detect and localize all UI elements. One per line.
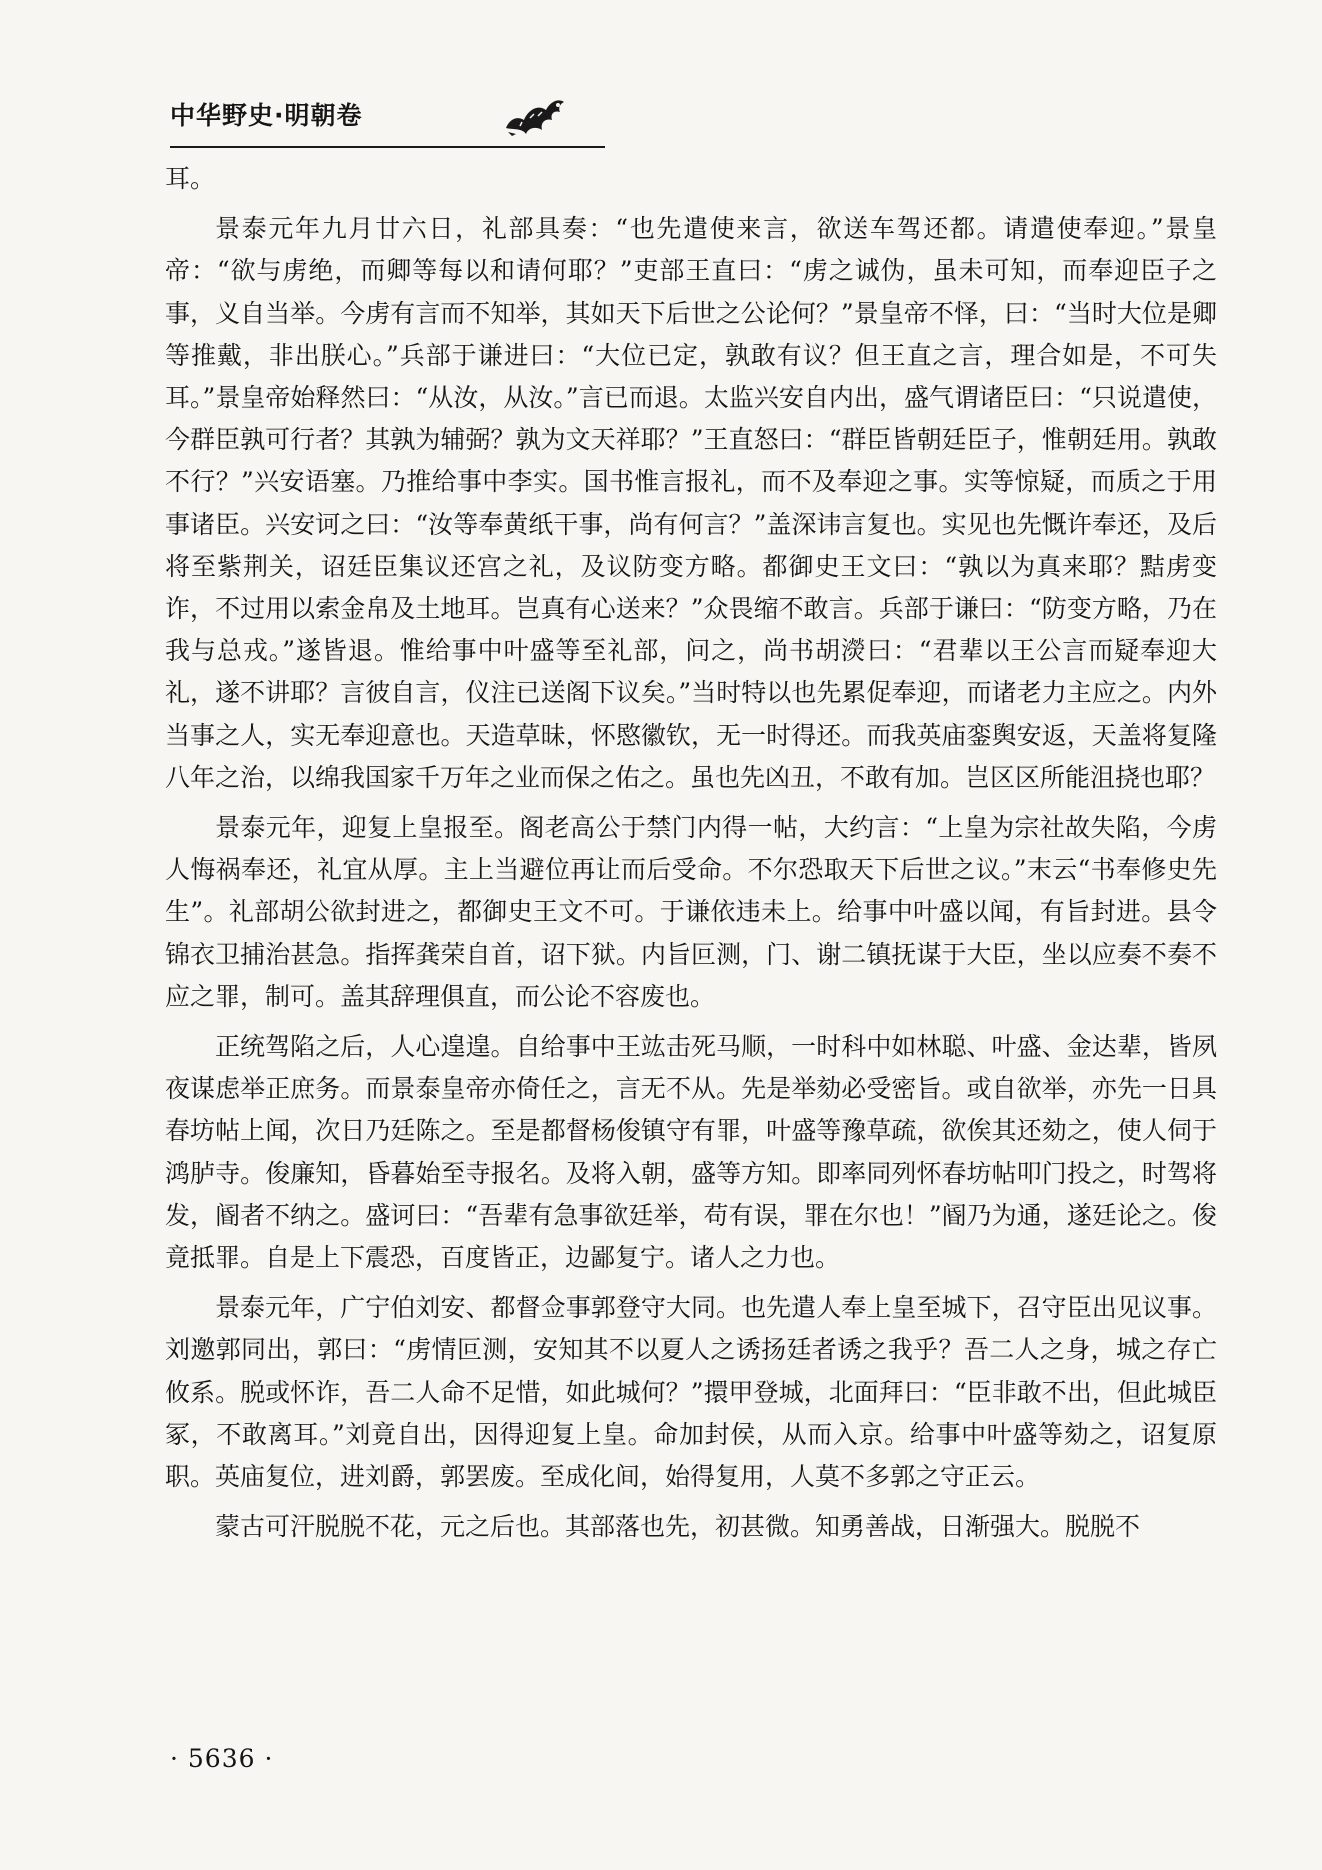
- paragraph: 正统驾陷之后，人心遑遑。自给事中王竑击死马顺，一时科中如林聪、叶盛、金达辈，皆夙夜谋虑举正庶务。而景泰皇帝亦倚任之，言无不从。先是举劾必受密旨。或自欲举，亦先一日具春坊帖上闻，次日乃廷陈之。至是都督杨俊镇守有罪，叶盛等豫草疏，欲俟其还劾之，使人伺于鸿胪寺。俊廉知，昏暮始至寺报名。及将入朝，盛等方知。即率同列怀春坊帖叩门投之，时驾将发，阍者不纳之。盛诃曰：“吾辈有急事欲廷举，苟有误，罪在尔也！”阍乃为通，遂廷论之。俊竟抵罪。自是上下震恐，百度皆正，边鄙复宁。诸人之力也。: [165, 1032, 1217, 1273]
- book-title: 中华野史·明朝卷: [170, 101, 363, 130]
- paragraph: 景泰元年九月廿六日，礼部具奏：“也先遣使来言，欲送车驾还都。请遣使奉迎。”景皇帝：“欲与虏绝，而卿等每以和请何耶？”吏部王直曰：“虏之诚伪，虽未可知，而奉迎臣子之事，义自当举。今虏有言而不知举，其如天下后世之公论何？”景皇帝不怿，曰：“当时大位是卿等推戴，非出朕心。”兵部于谦进曰：“大位已定，孰敢有议？但王直之言，理合如是，不可失耳。”景皇帝始释然曰：“从汝，从汝。”言已而退。太监兴安自内出，盛气谓诸臣曰：“只说遣使，今群臣孰可行者？其孰为辅弼？孰为文天祥耶？”王直怒曰：“群臣皆朝廷臣子，惟朝廷用。孰敢不行？”兴安语塞。乃推给事中李实。国书惟言报礼，而不及奉迎之事。实等惊疑，而质之于用事诸臣。兴安诃之曰：“汝等奉黄纸干事，尚有何言？”盖深讳言复也。实见也先慨许奉还，及后将至紫荆关，诏廷臣集议还宫之礼，及议防变方略。都御史王文曰：“孰以为真来耶？黠虏变诈，不过用以索金帛及土地耳。岂真有心送来？”众畏缩不敢言。兵部于谦曰：“防变方略，乃在我与总戎。”遂皆退。惟给事中叶盛等至礼部，问之，尚书胡濙曰：“君辈以王公言而疑奉迎大礼，遂不讲耶？言彼自言，仪注已送阁下议矣。”当时特以也先累促奉迎，而诸老力主应之。内外当事之人，实无奉迎意也。天造草昧，怀愍徽钦，无一时得还。而我英庙銮舆安返，天盖将复隆八年之治，以绵我国家千万年之业而保之佑之。虽也先凶丑，不敢有加。岂区区所能沮挠也耶？: [165, 214, 1217, 792]
- paragraph-continuation: 耳。: [165, 164, 216, 193]
- main-text: [165, 158, 1217, 1549]
- paragraph: 景泰元年，广宁伯刘安、都督佥事郭登守大同。也先遣人奉上皇至城下，召守臣出见议事。刘邀郭同出，郭曰：“虏情叵测，安知其不以夏人之诱扬廷者诱之我乎？吾二人之身，城之存亡攸系。脱或怀诈，吾二人命不足惜，如此城何？”擐甲登城，北面拜曰：“臣非敢不出，但此城臣冢，不敢离耳。”刘竟自出，因得迎复上皇。命加封侯，从而入京。给事中叶盛等劾之，诏复原职。英庙复位，进刘爵，郭罢废。至成化间，始得复用，人莫不多郭之守正云。: [165, 1293, 1217, 1492]
- paragraph: 蒙古可汗脱脱不花，元之后也。其部落也先，初甚微。知勇善战，日渐强大。脱脱不: [215, 1512, 1141, 1542]
- dragon-emblem-icon: [500, 88, 570, 138]
- page-number: · 5636 ·: [170, 1744, 274, 1773]
- header-rule: [170, 146, 605, 148]
- paragraph: 景泰元年，迎复上皇报至。阁老高公于禁门内得一帖，大约言：“上皇为宗社故失陷，今虏人悔祸奉还，礼宜从厚。主上当避位再让而后受命。不尔恐取天下后世之议。”末云“书奉修史先生”。礼部胡公欲封进之，都御史王文不可。于谦依违未上。给事中叶盛以闻，有旨封进。县令锦衣卫捕治甚急。指挥龚荣自首，诏下狱。内旨叵测，门、谢二镇抚谋于大臣，坐以应奏不奏不应之罪，制可。盖其辞理俱直，而公论不容废也。: [165, 813, 1217, 1011]
- running-header: [170, 88, 605, 148]
